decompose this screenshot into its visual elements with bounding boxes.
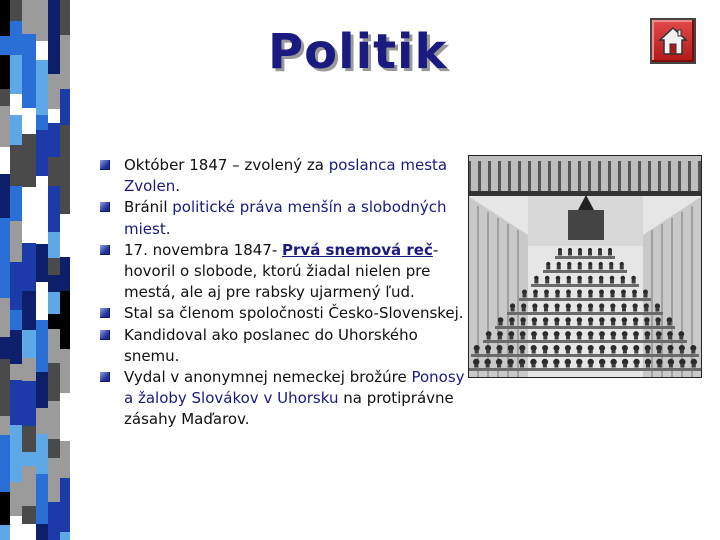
strip-block: [48, 109, 60, 123]
strip-block: [60, 478, 70, 532]
strip-block: [0, 337, 10, 359]
strip-block: [22, 524, 36, 540]
strip-block: [36, 434, 48, 450]
bullet-marker-icon: [100, 202, 110, 212]
bullet-text: .: [175, 177, 181, 196]
strip-block: [22, 243, 36, 291]
strip-block: [0, 435, 10, 492]
strip-block: [0, 174, 10, 218]
strip-block: [10, 380, 22, 425]
strip-block: [0, 416, 10, 435]
bullet-text: Kandidoval ako poslanec do Uhorského snemu.: [124, 325, 418, 365]
strip-block: [60, 35, 70, 89]
strip-block: [0, 254, 10, 298]
strip-block: [48, 232, 60, 258]
strip-block: [0, 147, 10, 174]
strip-block: [22, 330, 36, 358]
strip-block: [10, 516, 22, 540]
strip-block: [22, 466, 36, 506]
strip-block: [10, 310, 22, 330]
strip-block: [22, 108, 36, 134]
strip-block: [36, 524, 48, 540]
speech-link[interactable]: Prvá snemová reč: [282, 240, 433, 259]
strip-block: [36, 474, 48, 524]
strip-block: [10, 115, 22, 145]
strip-block: [22, 187, 36, 243]
strip-block: [22, 60, 36, 108]
strip-block: [48, 157, 60, 186]
home-button[interactable]: [650, 18, 696, 64]
strip-block: [10, 364, 22, 380]
strip-block: [60, 0, 70, 35]
bullet-text: Október 1847 – zvolený za: [124, 156, 329, 174]
strip-block: [0, 359, 10, 416]
strip-block: [60, 291, 70, 349]
strip-block: [10, 186, 22, 221]
strip-column: [60, 0, 70, 540]
bullet-text: 17. novembra 1847-: [124, 240, 283, 259]
strip-block: [22, 452, 36, 466]
bullet-item: [100, 155, 470, 197]
strip-block: [48, 123, 60, 157]
bullet-marker-icon: [100, 330, 110, 340]
strip-block: [36, 115, 48, 130]
strip-block: [36, 244, 48, 265]
strip-block: [10, 55, 22, 94]
bullet-marker-icon: [100, 245, 110, 255]
strip-block: [36, 220, 48, 244]
bullet-list: [100, 155, 470, 431]
bullet-marker-icon: [100, 160, 110, 170]
strip-block: [0, 36, 10, 55]
strip-block: [22, 291, 36, 330]
strip-block: [48, 42, 60, 74]
strip-block: [36, 320, 48, 372]
strip-block: [48, 363, 60, 401]
bullet-text: Stal sa členom spoločnosti Česko-Slovenskej.: [124, 304, 464, 323]
bullet-item: [100, 325, 470, 367]
strip-block: [22, 358, 36, 381]
parliament-assembly-image: [468, 155, 702, 378]
strip-block: [0, 106, 10, 147]
strip-column: [22, 0, 36, 540]
strip-block: [36, 450, 48, 474]
bullet-item: [100, 240, 470, 304]
strip-column: [0, 0, 10, 540]
strip-block: [22, 134, 36, 187]
strip-block: [36, 0, 48, 41]
strip-block: [48, 258, 60, 275]
strip-block: [0, 525, 10, 540]
strip-block: [10, 0, 22, 21]
strip-block: [10, 145, 22, 162]
bullet-text: Ponosy a žaloby Slovákov v Uhorsku: [124, 368, 465, 408]
slide-title: Politik: [268, 24, 448, 80]
strip-block: [60, 175, 70, 214]
strip-column: [10, 0, 22, 540]
strip-block: [22, 381, 36, 426]
strip-block: [48, 292, 60, 314]
bullet-item: [100, 303, 470, 324]
home-icon: [657, 25, 689, 57]
strip-block: [48, 275, 60, 292]
strip-block: [36, 282, 48, 320]
strip-block: [48, 314, 60, 329]
strip-block: [10, 221, 22, 262]
strip-block: [60, 441, 70, 478]
decorative-color-strip: [0, 0, 70, 540]
bullet-item: [100, 367, 470, 431]
bullet-item: [100, 197, 470, 239]
strip-block: [10, 162, 22, 186]
strip-block: [60, 532, 70, 540]
strip-block: [48, 401, 60, 439]
bullet-text: na protiprávne zásahy Maďarov.: [124, 389, 454, 429]
strip-block: [36, 408, 48, 434]
strip-block: [10, 425, 22, 482]
strip-block: [36, 176, 48, 220]
strip-block: [60, 125, 70, 175]
strip-block: [60, 214, 70, 257]
strip-block: [48, 439, 60, 458]
strip-block: [36, 41, 48, 60]
strip-block: [48, 74, 60, 109]
strip-block: [36, 130, 48, 176]
strip-block: [10, 21, 22, 55]
strip-block: [48, 329, 60, 363]
strip-block: [0, 218, 10, 254]
strip-block: [60, 89, 70, 125]
strip-block: [36, 60, 48, 115]
strip-column: [48, 0, 60, 540]
bullet-text: politické práva menšín a slobodných miest: [124, 198, 447, 238]
bullet-text: poslanca mesta Zvolen: [124, 156, 448, 196]
strip-block: [0, 55, 10, 89]
strip-block: [60, 393, 70, 441]
strip-block: [10, 330, 22, 364]
strip-block: [0, 492, 10, 525]
strip-block: [60, 349, 70, 393]
strip-block: [22, 0, 36, 34]
bullet-text: - hovoril o slobode, ktorú žiadal nielen pre mestá, ale aj pre rabsky ujarmený ľud.: [124, 240, 439, 302]
strip-block: [10, 262, 22, 310]
strip-block: [48, 186, 60, 232]
bullet-text: Bránil: [124, 198, 173, 217]
strip-block: [10, 94, 22, 115]
bullet-text: .: [165, 219, 171, 238]
strip-block: [0, 298, 10, 337]
strip-block: [48, 502, 60, 540]
bullet-text: Vydal v anonymnej nemeckej brožúre: [124, 368, 412, 387]
strip-block: [48, 458, 60, 502]
bullet-marker-icon: [100, 372, 110, 382]
strip-block: [36, 372, 48, 408]
strip-block: [22, 34, 36, 60]
strip-column: [36, 0, 48, 540]
strip-block: [0, 89, 10, 106]
strip-block: [10, 482, 22, 516]
bullet-marker-icon: [100, 308, 110, 318]
strip-block: [22, 426, 36, 452]
strip-block: [0, 0, 10, 36]
strip-block: [60, 257, 70, 291]
strip-block: [36, 265, 48, 282]
strip-block: [22, 506, 36, 524]
strip-block: [48, 0, 60, 42]
